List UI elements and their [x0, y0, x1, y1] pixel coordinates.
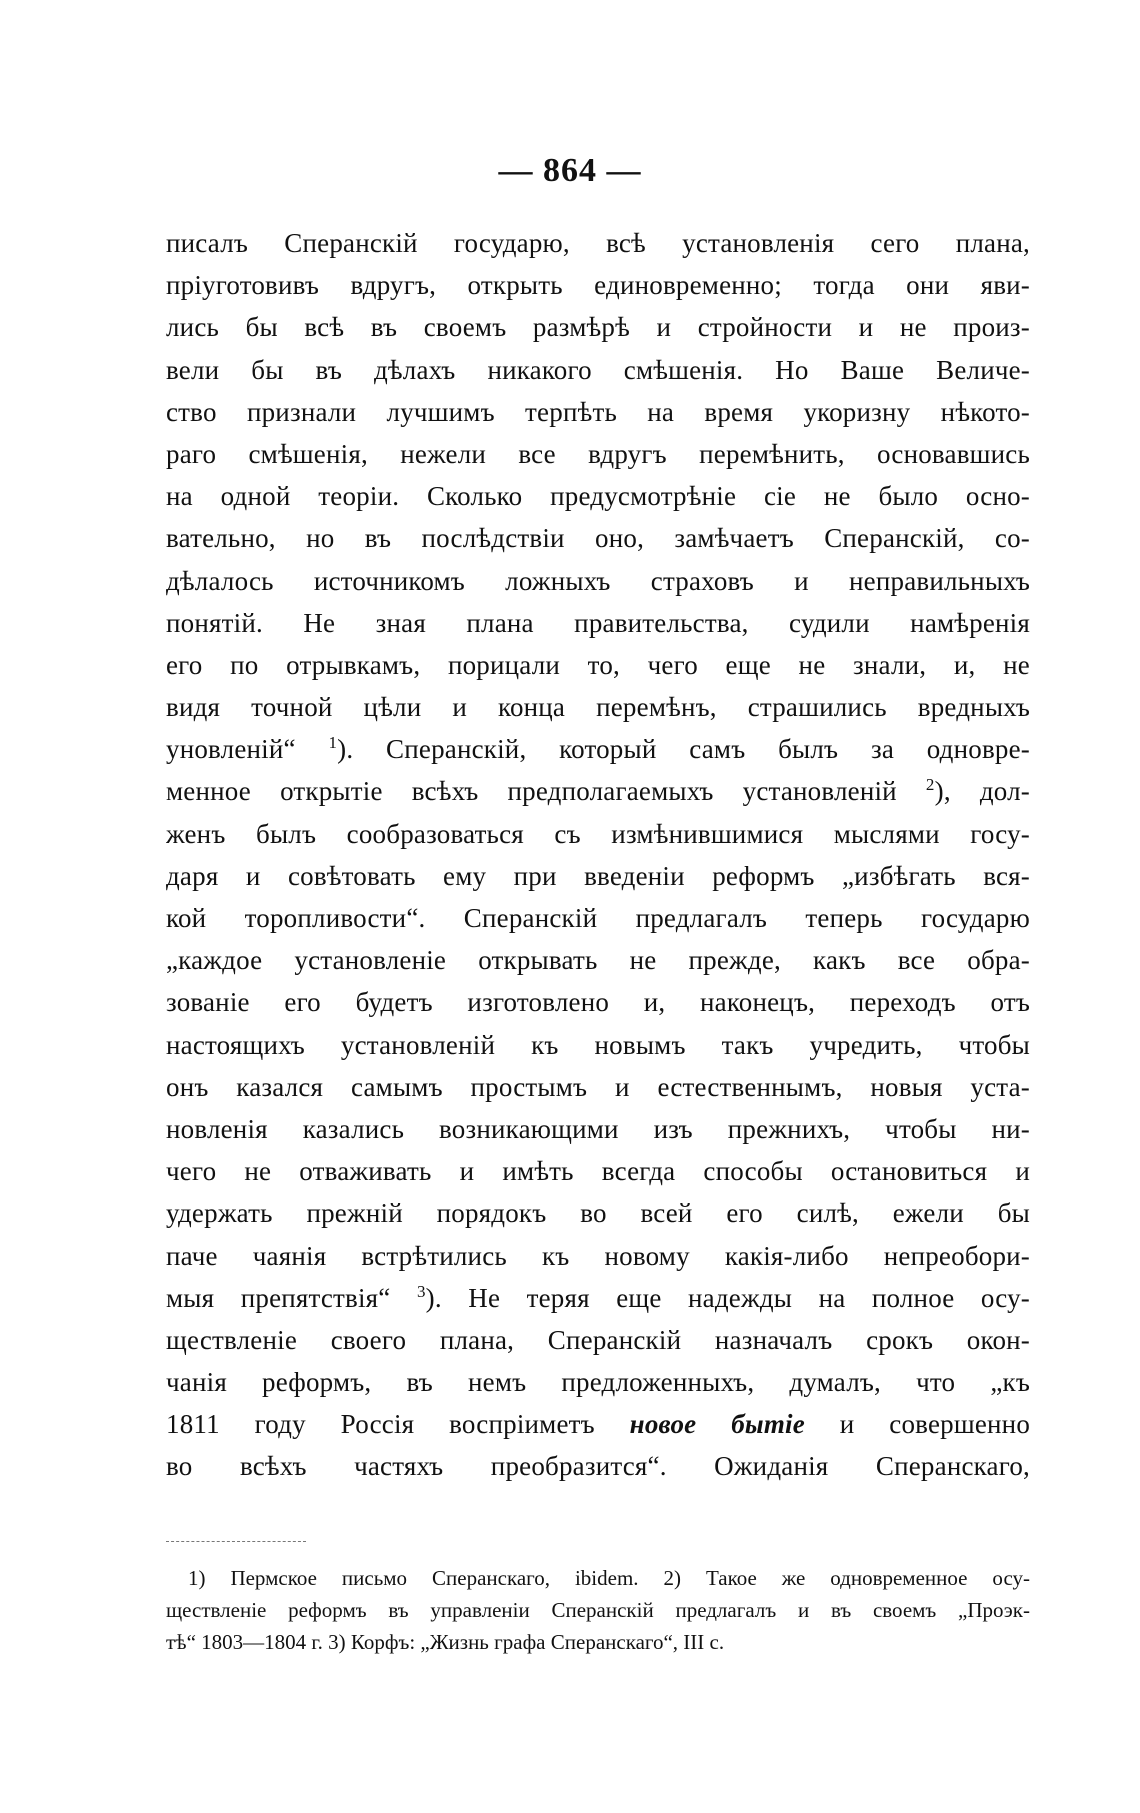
footnote-line: 1) Пермское письмо Сперанскаго, ibidem. 2) Такое же одновременное осу- — [188, 1566, 1030, 1590]
text-line: видя точной цѣли и конца перемѣнъ, страшились вредныхъ — [166, 692, 1030, 723]
footnote-line: ществленіе реформъ въ управленіи Сперанскій предлагалъ и въ своемъ „Проэк- — [166, 1598, 1030, 1622]
text-line: дѣлалось источникомъ ложныхъ страховъ и неправильныхъ — [166, 565, 1030, 596]
text-line: новленія казались возникающими изъ прежнихъ, чтобы ни- — [166, 1113, 1030, 1144]
emphasized-text: новое бытіе — [629, 1409, 805, 1440]
text-line: „каждое установленіе открывать не прежде, какъ все обра- — [166, 945, 1030, 976]
text-line: на одной теоріи. Сколько предусмотрѣніе сіе не было осно- — [166, 481, 1030, 512]
page-number: — 864 — — [498, 152, 642, 189]
text-segment: ). Не теряя еще надежды на полное осу- — [425, 1282, 1030, 1313]
text-segment: мыя препятствія“ — [166, 1282, 417, 1313]
text-line: раго смѣшенія, нежели все вдругъ перемѣнить, основавшись — [166, 438, 1030, 469]
footnote-reference: 3 — [416, 1281, 426, 1301]
text-line: кой торопливости“. Сперанскій предлагалъ теперь государю — [166, 903, 1030, 933]
text-line: понятій. Не зная плана правительства, судили намѣренія — [166, 607, 1030, 638]
text-line: ществленіе своего плана, Сперанскій назначалъ срокъ окон- — [166, 1324, 1030, 1355]
footnote-reference: 2 — [925, 775, 935, 795]
text-line: во всѣхъ частяхъ преобразится“. Ожиданія Сперанскаго, — [166, 1451, 1030, 1482]
text-segment: и совершенно — [804, 1409, 1030, 1440]
text-line: зованіе его будетъ изготовлено и, наконецъ, переходъ отъ — [166, 987, 1030, 1018]
footnote-line: тѣ“ 1803—1804 г. 3) Корфъ: „Жизнь графа Сперанскаго“, III с. — [166, 1630, 725, 1654]
text-line: чего не отваживать и имѣть всегда способы остановиться и — [166, 1156, 1030, 1187]
text-line: женъ былъ сообразоваться съ измѣнившимися мыслями госу- — [166, 818, 1030, 849]
text-line: удержать прежній порядокъ во всей его силѣ, ежели бы — [166, 1198, 1030, 1229]
text-line: даря и совѣтовать ему при введеніи реформъ „избѣгать вся- — [166, 860, 1030, 891]
text-line: ство признали лучшимъ терпѣть на время укоризну нѣкото- — [166, 396, 1030, 427]
text-line: онъ казался самымъ простымъ и естественнымъ, новыя уста- — [166, 1071, 1030, 1102]
text-line: чанія реформъ, въ немъ предложенныхъ, думалъ, что „къ — [166, 1367, 1030, 1398]
text-line: вели бы въ дѣлахъ никакого смѣшенія. Но Ваше Величе- — [166, 354, 1030, 385]
text-segment: ), дол- — [934, 776, 1030, 807]
text-segment: уновленій“ — [166, 734, 329, 765]
text-line: лись бы всѣ въ своемъ размѣрѣ и стройности и не произ- — [166, 312, 1030, 343]
text-line: настоящихъ установленій къ новымъ такъ учредить, чтобы — [166, 1029, 1030, 1060]
text-line-with-footnote-ref — [166, 770, 1030, 812]
text-line-with-footnote-ref — [166, 728, 1030, 770]
footnote-divider — [166, 1541, 306, 1542]
text-segment: менное открытіе всѣхъ предполагаемыхъ установленій — [166, 776, 926, 807]
text-line-with-footnote-ref — [166, 1277, 1030, 1319]
body-text — [166, 222, 1030, 1488]
text-line: вательно, но въ послѣдствіи оно, замѣчаетъ Сперанскій, со- — [166, 523, 1030, 554]
text-line: пріуготовивъ вдругъ, открыть единовременно; тогда они яви- — [166, 270, 1030, 301]
text-line: паче чаянія встрѣтились къ новому какія-либо непреобори- — [166, 1240, 1030, 1271]
text-segment: 1811 году Россія воспріиметъ — [166, 1409, 630, 1440]
text-line: его по отрывкамъ, порицали то, чего еще не знали, и, не — [166, 649, 1030, 680]
text-line-with-emphasis — [166, 1403, 1030, 1445]
text-segment: ). Сперанскій, который самъ былъ за одновре- — [337, 734, 1030, 765]
footnotes — [166, 1562, 1030, 1658]
footnote-reference: 1 — [328, 733, 338, 753]
text-line: писалъ Сперанскій государю, всѣ установленія сего плана, — [166, 228, 1030, 258]
